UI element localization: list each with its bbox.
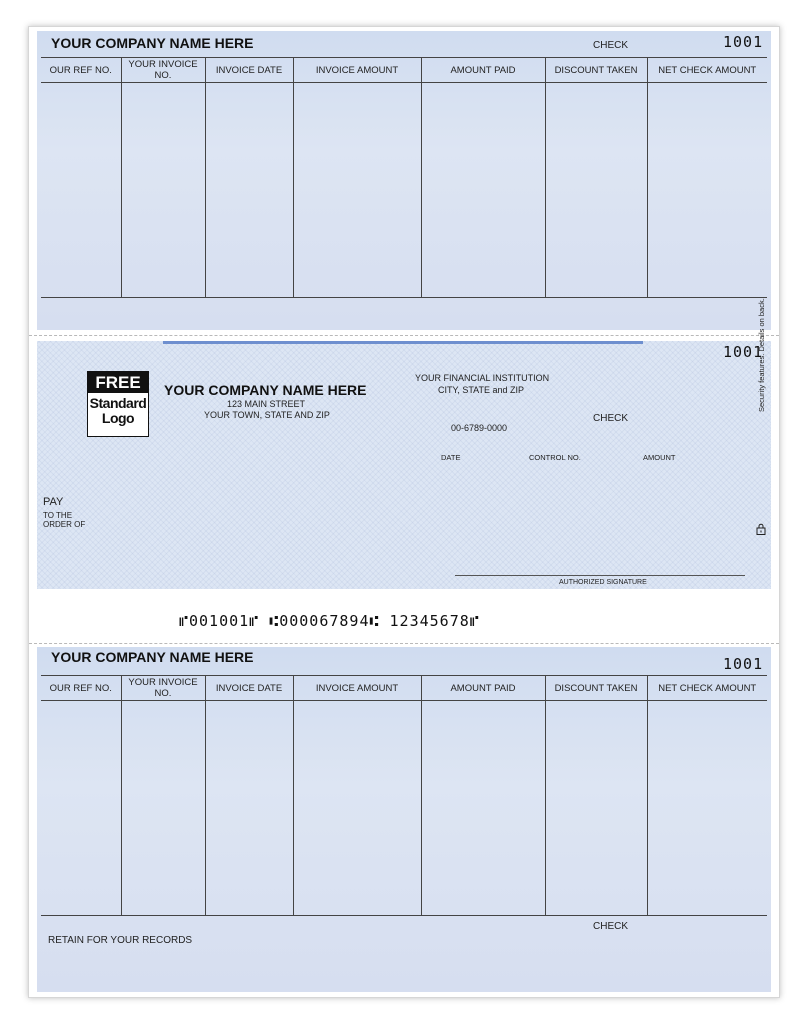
table-cell <box>121 83 205 298</box>
date-label: DATE <box>441 453 461 462</box>
top-voucher-stub <box>37 31 771 330</box>
column-header: DISCOUNT TAKEN <box>545 58 647 83</box>
bank-name: YOUR FINANCIAL INSTITUTION <box>415 373 550 383</box>
perforation-line <box>29 643 779 644</box>
logo-line-1: Standard <box>89 395 147 411</box>
authorized-signature-label: AUTHORIZED SIGNATURE <box>559 579 647 586</box>
check-body <box>37 341 771 589</box>
padlock-icon <box>756 523 766 535</box>
check-accent-bar <box>163 341 643 344</box>
column-header: AMOUNT PAID <box>421 676 545 701</box>
table-cell <box>41 701 121 916</box>
column-header: YOUR INVOICE NO. <box>121 676 205 701</box>
table-cell <box>293 83 421 298</box>
top-invoice-table <box>41 57 767 298</box>
pay-label: PAY <box>43 496 64 508</box>
bottom-voucher-stub <box>37 647 771 992</box>
column-header: OUR REF NO. <box>41 58 121 83</box>
table-cell <box>545 83 647 298</box>
stub-check-label: CHECK <box>593 40 629 51</box>
check-company-name: YOUR COMPANY NAME HERE <box>164 382 367 398</box>
security-features-note: Security features. Details on back. <box>757 298 766 412</box>
table-cell <box>121 701 205 916</box>
stub-company-name: YOUR COMPANY NAME HERE <box>51 35 254 51</box>
column-header: INVOICE DATE <box>205 58 293 83</box>
logo-line-2: Logo <box>101 410 135 426</box>
table-cell <box>421 83 545 298</box>
micr-line: ⑈001001⑈ ⑆000067894⑆ 12345678⑈ <box>179 612 480 630</box>
column-header: OUR REF NO. <box>41 676 121 701</box>
table-cell <box>647 83 767 298</box>
stub-check-label: CHECK <box>593 921 629 932</box>
order-of-label: ORDER OF <box>43 520 86 529</box>
table-cell <box>421 701 545 916</box>
company-street: 123 MAIN STREET <box>227 399 306 409</box>
stub-company-name: YOUR COMPANY NAME HERE <box>51 649 254 665</box>
column-header: AMOUNT PAID <box>421 58 545 83</box>
column-header: INVOICE DATE <box>205 676 293 701</box>
column-header: NET CHECK AMOUNT <box>647 58 767 83</box>
amount-label: AMOUNT <box>643 453 676 462</box>
company-city: YOUR TOWN, STATE AND ZIP <box>204 410 330 420</box>
check-sheet <box>28 26 780 998</box>
table-cell <box>41 83 121 298</box>
column-header: DISCOUNT TAKEN <box>545 676 647 701</box>
logo-placeholder <box>87 371 149 437</box>
perforation-line <box>29 335 779 336</box>
retain-note: RETAIN FOR YOUR RECORDS <box>48 935 193 946</box>
column-header: INVOICE AMOUNT <box>293 58 421 83</box>
table-cell <box>205 701 293 916</box>
column-header: INVOICE AMOUNT <box>293 676 421 701</box>
check-label: CHECK <box>593 413 629 424</box>
column-header: NET CHECK AMOUNT <box>647 676 767 701</box>
check-number: 1001 <box>723 343 764 361</box>
stub-check-number: 1001 <box>723 33 764 51</box>
table-cell <box>545 701 647 916</box>
routing-fraction: 00-6789-0000 <box>451 423 508 433</box>
logo-free-text: FREE <box>88 372 148 393</box>
bottom-invoice-table <box>41 675 767 916</box>
control-number-label: CONTROL NO. <box>529 453 581 462</box>
stub-check-number: 1001 <box>723 655 764 673</box>
table-cell <box>647 701 767 916</box>
table-cell <box>293 701 421 916</box>
column-header: YOUR INVOICE NO. <box>121 58 205 83</box>
signature-line <box>455 575 745 576</box>
table-cell <box>205 83 293 298</box>
to-the-label: TO THE <box>43 511 73 520</box>
bank-city: CITY, STATE and ZIP <box>438 385 525 395</box>
